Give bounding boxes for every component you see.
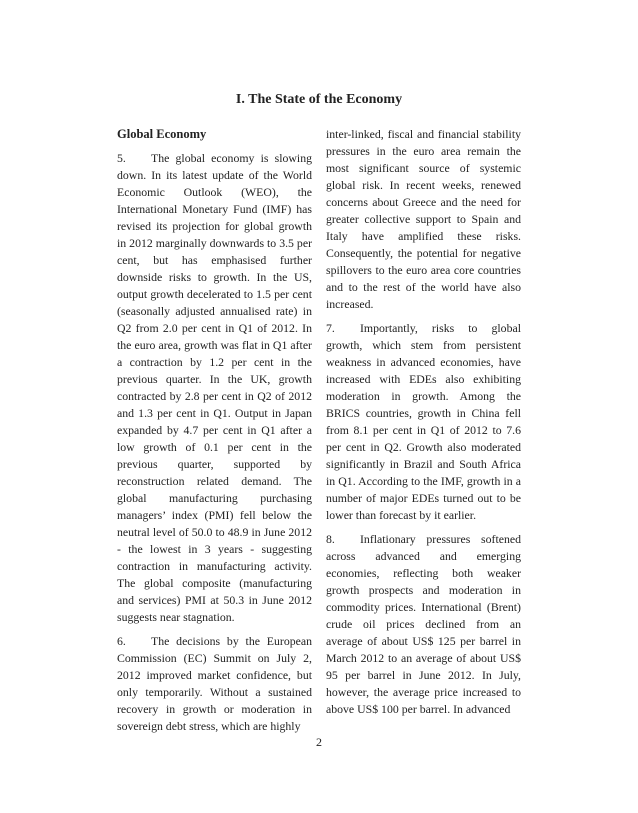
paragraph-6 [117,633,312,735]
paragraph-6-number: 6. [117,634,126,648]
paragraph-8 [326,531,521,718]
paragraph-7-text: Importantly, risks to global growth, which stem from persistent weakness in advanced economies, have increased with EDEs also exhibiting moderation in growth. Among the BRICS countries, growth in China fell from 8.1 per cent in Q1 of 2012 to 7.6 per cent in Q2. Growth also moderated significantly in Brazil and South Africa in Q1. According to the IMF, growth in a number of major EDEs turned out to be lower than forecast by it earlier. [326,321,521,522]
section-heading: Global Economy [117,127,207,141]
page-number: 2 [316,735,322,749]
paragraph-5-text: The global economy is slowing down. In its latest update of the World Economic Outlook (WEO), the International Monetary Fund (IMF) has revised its projection for global growth in 2012 marginally downwards to 3.5 per cent, but has emphasised further downside risks to growth. In the US, output growth decelerated to 1.5 per cent (seasonally adjusted annualised rate) in Q2 from 2.0 per cent in Q1 of 2012. In the euro area, growth was flat in Q1 after a contraction by 1.2 per cent in the previous quarter. In the UK, growth contracted by 2.8 per cent in Q2 of 2012 and 1.3 per cent in Q1. Output in Japan expanded by 4.7 per cent in Q1 after a low growth of 0.1 per cent in the previous quarter, supported by reconstruction related demand. The global manufacturing purchasing managers’ index (PMI) fell below the neutral level of 50.0 to 48.9 in June 2012 - the lowest in 3 years - suggesting contraction in manufacturing activity. The global composite (manufacturing and services) PMI at 50.3 in June 2012 suggests near stagnation. [117,151,312,624]
page-title: I. The State of the Economy [235,92,403,107]
paragraph-5 [117,150,312,626]
paragraph-8-number: 8. [326,532,335,546]
paragraph-5-number: 5. [117,151,126,165]
paragraph-6-continuation: inter-linked, fiscal and financial stability pressures in the euro area remain the most significant source of systemic global risk. In recent weeks, renewed concerns about Greece and the need for greater collective support to Spain and Italy have amplified these risks. Consequently, the potential for negative spillovers to the euro area core countries and to the rest of the world have also increased. [326,127,521,311]
left-column [117,126,312,742]
paragraph-6-text: The decisions by the European Commission (EC) Summit on July 2, 2012 improved market confidence, but only temporarily. Without a sustained recovery in growth or moderation in sovereign debt stress, which are highly [117,634,312,733]
paragraph-7 [326,320,521,524]
paragraph-7-number: 7. [326,321,335,335]
paragraph-8-text: Inflationary pressures softened across advanced and emerging economies, reflecting both weaker growth prospects and moderation in commodity prices. International (Brent) crude oil prices declined from an average of about US$ 125 per barrel in March 2012 to an average of about US$ 95 per barrel in June 2012. In July, however, the average price increased to above US$ 100 per barrel. In advanced [326,532,521,716]
right-column [326,126,521,725]
